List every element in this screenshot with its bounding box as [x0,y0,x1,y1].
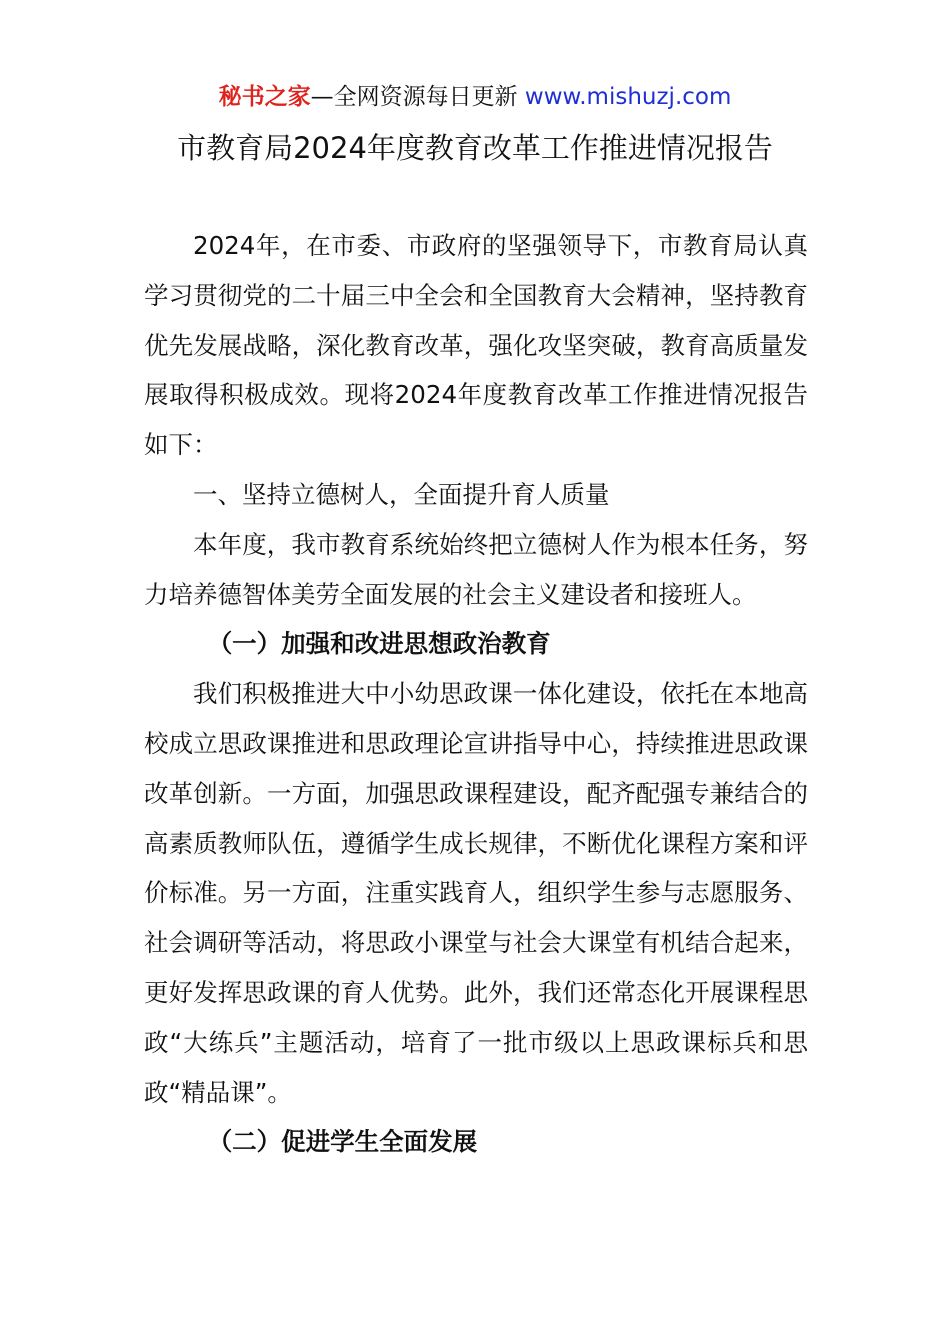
subsection-1-paragraph: 我们积极推进大中小幼思政课一体化建设，依托在本地高校成立思政课推进和思政理论宣讲指导中心，持续推进思政课改革创新。一方面，加强思政课程建设，配齐配强专兼结合的高素质教师队伍，遵循学生成长规律，不断优化课程方案和评价标准。另一方面，注重实践育人，组织学生参与志愿服务、社会调研等活动，将思政小课堂与社会大课堂有机结合起来，更好发挥思政课的育人优势。此外，我们还常态化开展课程思政“大练兵”主题活动，培育了一批市级以上思政课标兵和思政“精品课”。 [144,679,808,1107]
subsection-heading-2: （二）促进学生全面发展 [207,1127,478,1157]
section-heading-1: 一、坚持立德树人，全面提升育人质量 [193,479,610,509]
document-body [144,221,808,1167]
site-tagline: —全网资源每日更新 [310,84,525,110]
document-title: 市教育局2024年度教育改革工作推进情况报告 [177,131,773,165]
subsection-heading-1: （一）加强和改进思想政治教育 [207,629,551,659]
site-header [0,80,950,114]
intro-paragraph: 2024年，在市委、市政府的坚强领导下，市教育局认真学习贯彻党的二十届三中全会和全国教育大会精神，坚持教育优先发展战略，深化教育改革，强化攻坚突破，教育高质量发展取得积极成效。现将2024年度教育改革工作推进情况报告如下： [144,231,808,460]
site-url-link[interactable]: www.mishuzj.com [524,84,732,110]
site-brand: 秘书之家 [218,84,311,110]
section-1-paragraph: 本年度，我市教育系统始终把立德树人作为根本任务，努力培养德智体美劳全面发展的社会主义建设者和接班人。 [144,529,808,609]
